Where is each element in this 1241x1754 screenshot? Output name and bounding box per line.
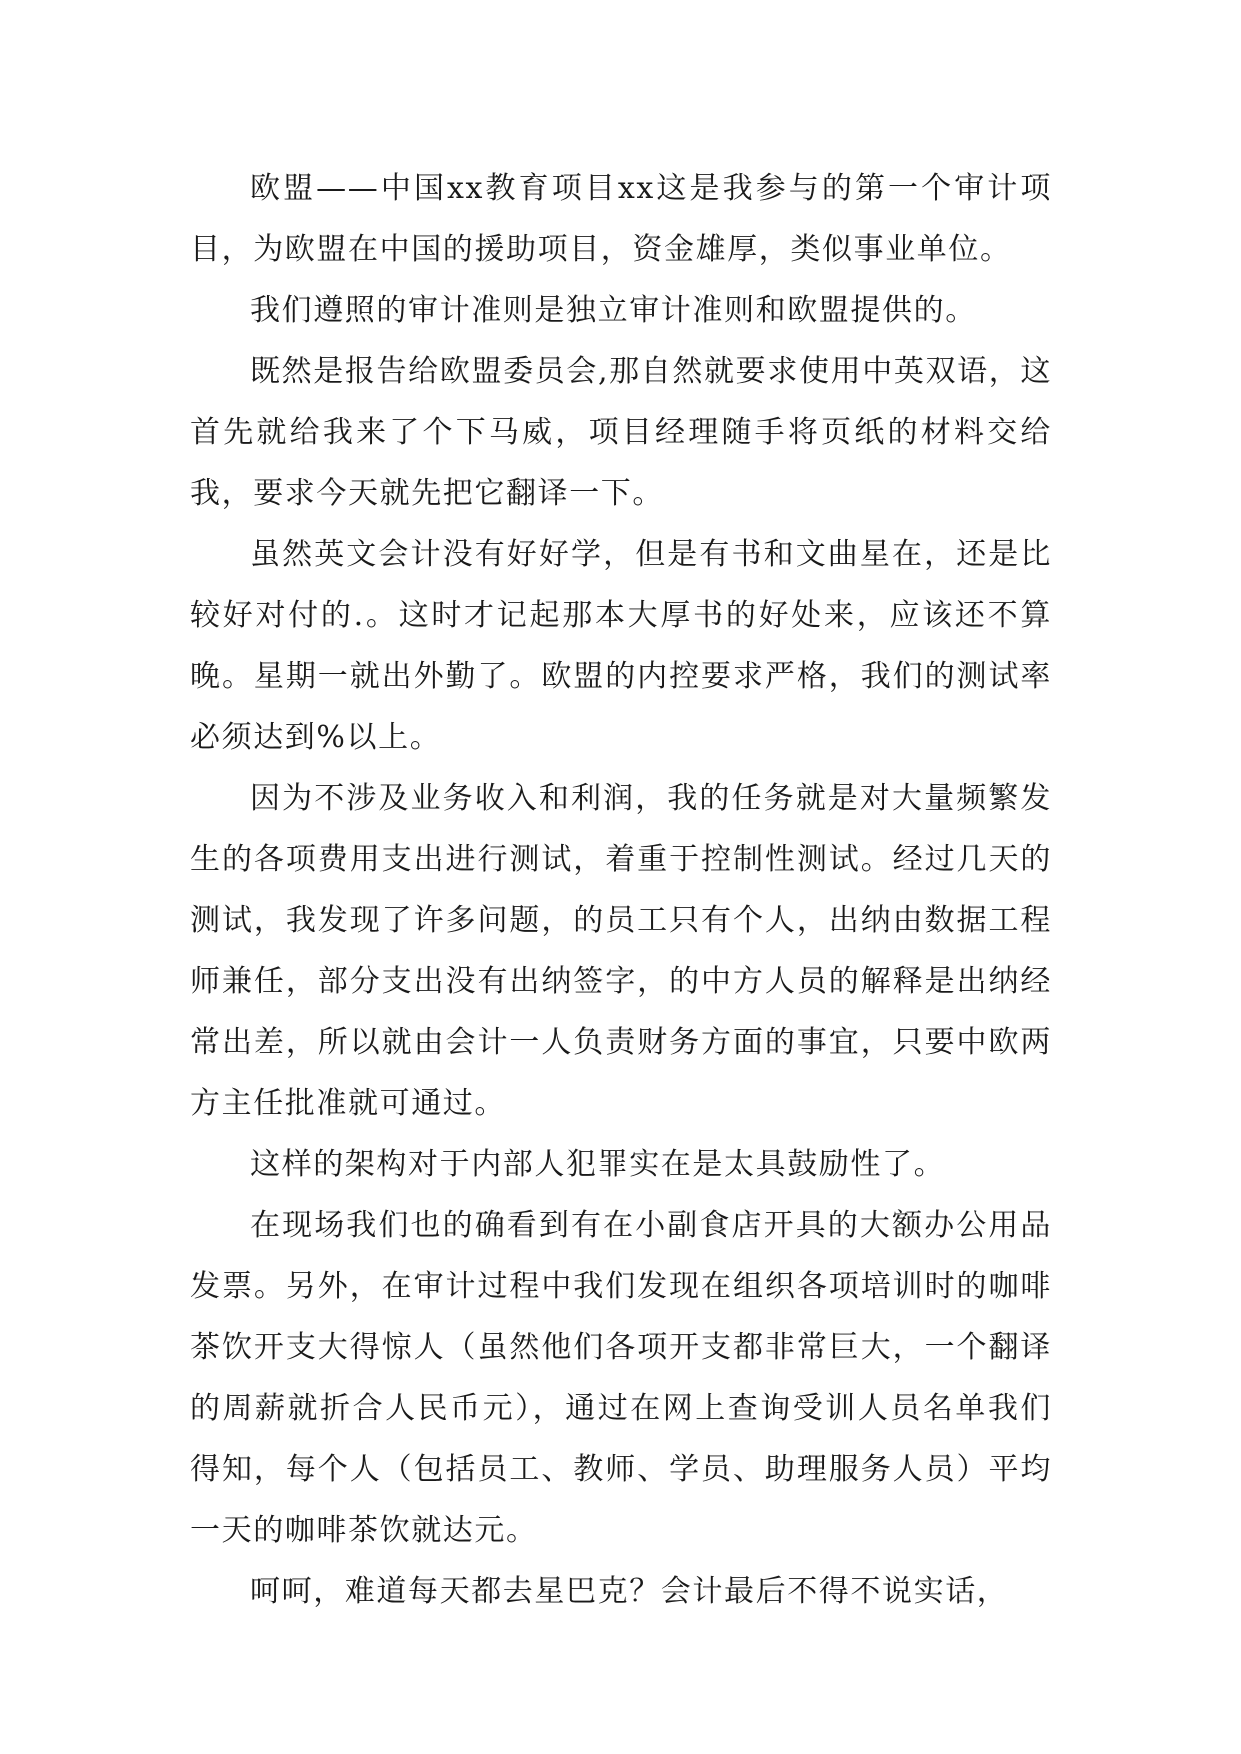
paragraph-4: 虽然英文会计没有好好学，但是有书和文曲星在，还是比较好对付的.。这时才记起那本大厚书的好处来，应该还不算晚。星期一就出外勤了。欧盟的内控要求严格，我们的测试率必须达到%以上。 — [190, 537, 1052, 755]
paragraph-6: 这样的架构对于内部人犯罪实在是太具鼓励性了。 — [250, 1147, 946, 1182]
paragraph-8: 呵呵，难道每天都去星巴克？会计最后不得不说实话， — [250, 1574, 1009, 1609]
paragraph-1: 欧盟——中国xx教育项目xx这是我参与的第一个审计项目，为欧盟在中国的援助项目，资金雄厚，类似事业单位。 — [190, 171, 1052, 267]
paragraph-5: 因为不涉及业务收入和利润，我的任务就是对大量频繁发生的各项费用支出进行测试，着重于控制性测试。经过几天的测试，我发现了许多问题，的员工只有个人，出纳由数据工程师兼任，部分支出没有出纳签字，的中方人员的解释是出纳经常出差，所以就由会计一人负责财务方面的事宜，只要中欧两方主任批准就可通过。 — [190, 781, 1052, 1121]
paragraph-2: 我们遵照的审计准则是独立审计准则和欧盟提供的。 — [250, 293, 977, 328]
document-body — [190, 158, 1052, 1622]
paragraph-7: 在现场我们也的确看到有在小副食店开具的大额办公用品发票。另外，在审计过程中我们发现在组织各项培训时的咖啡茶饮开支大得惊人（虽然他们各项开支都非常巨大，一个翻译的周薪就折合人民币元），通过在网上查询受训人员名单我们得知，每个人（包括员工、教师、学员、助理服务人员）平均一天的咖啡茶饮就达元。 — [190, 1208, 1052, 1548]
paragraph-3: 既然是报告给欧盟委员会,那自然就要求使用中英双语，这首先就给我来了个下马威，项目经理随手将页纸的材料交给我，要求今天就先把它翻译一下。 — [190, 354, 1052, 511]
